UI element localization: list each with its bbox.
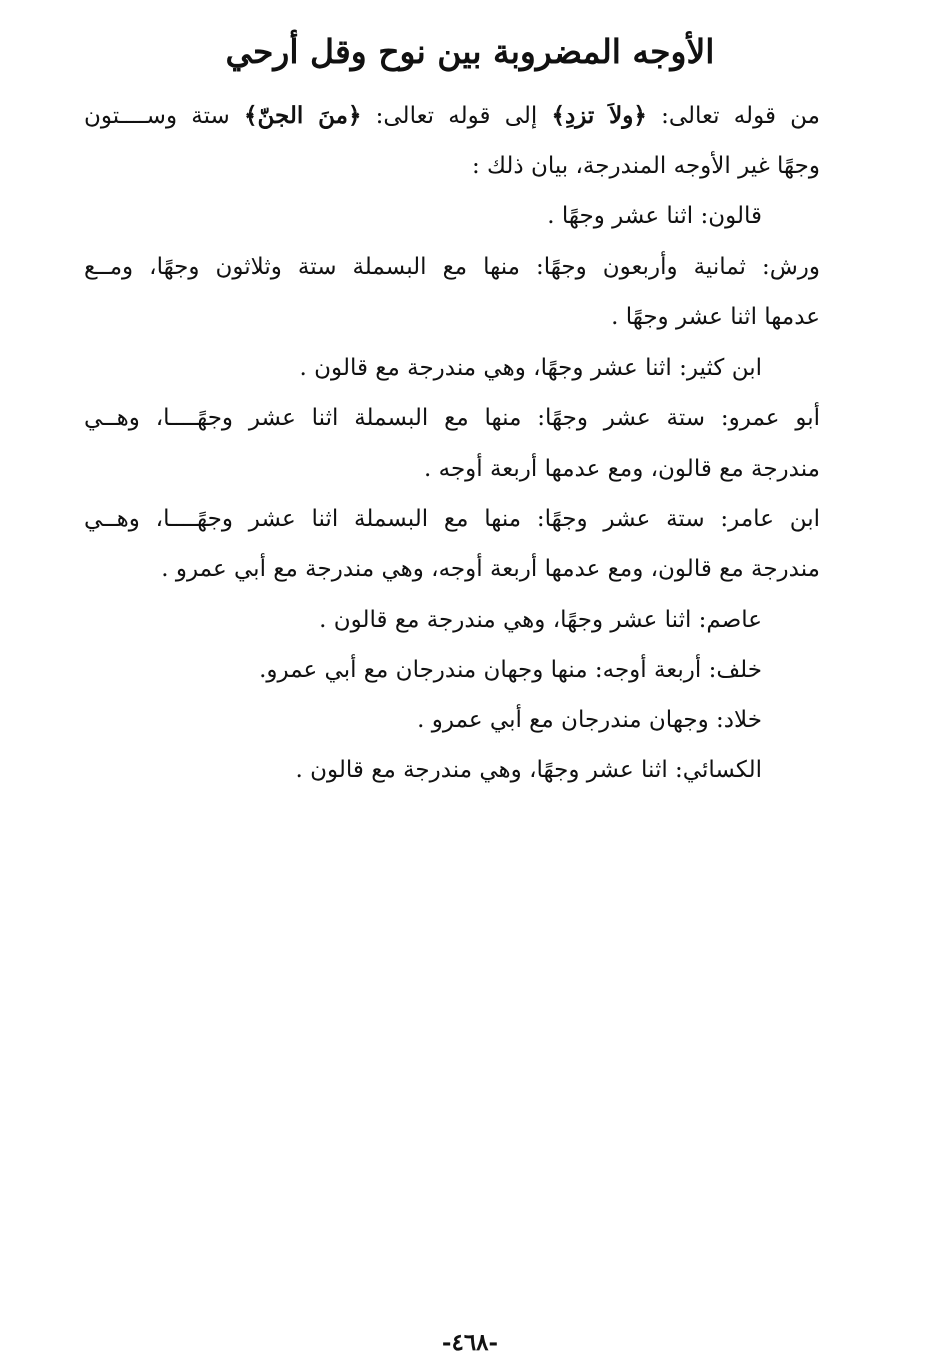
quran-quote-1: ﴿ولاَ تزدِ﴾ [551,102,647,129]
intro-text-2: إلى قوله تعالى: [361,103,552,129]
qalun-line: قالون: اثنا عشر وجهًا . [547,203,762,229]
khalaf-line: خلف: أربعة أوجه: منها وجهان مندرجان مع أبي عمرو. [259,657,762,683]
page-title: الأوجه المضروبة بين نوح وقل أرحي [225,32,715,71]
asim-line: عاصم: اثنا عشر وجهًا، وهي مندرجة مع قالون . [319,607,762,633]
quran-quote-2: ﴿منَ الجنّ﴾ [244,102,362,129]
intro-text-1: من قوله تعالى: [646,103,820,129]
khallad-line: خلاد: وجهان مندرجان مع أبي عمرو . [417,707,762,733]
kisai-line: الكسائي: اثنا عشر وجهًا، وهي مندرجة مع قالون . [295,757,762,783]
abu-amr-line-1: أبو عمرو: ستة عشر وجهًا: منها مع البسملة اثنا عشر وجهًــــا، وهــي [84,405,820,431]
ibn-amir-line-1: ابن عامر: ستة عشر وجهًا: منها مع البسملة اثنا عشر وجهًــــا، وهــي [84,506,820,532]
intro-line-1 [84,96,820,136]
intro-line-2: وجهًا غير الأوجه المندرجة، بيان ذلك : [471,153,820,179]
intro-text-3: ستة وســــتون [84,103,244,129]
warsh-line-2: عدمها اثنا عشر وجهًا . [611,304,820,330]
ibn-amir-line-2: مندرجة مع قالون، ومع عدمها أربعة أوجه، وهي مندرجة مع أبي عمرو . [161,556,820,582]
warsh-line-1: ورش: ثمانية وأربعون وجهًا: منها مع البسملة ستة وثلاثون وجهًا، ومــع [84,254,820,280]
page-number: -٤٦٨- [441,1329,499,1356]
abu-amr-line-2: مندرجة مع قالون، ومع عدمها أربعة أوجه . [423,456,820,482]
ibn-kathir-line: ابن كثير: اثنا عشر وجهًا، وهي مندرجة مع قالون . [299,355,762,381]
